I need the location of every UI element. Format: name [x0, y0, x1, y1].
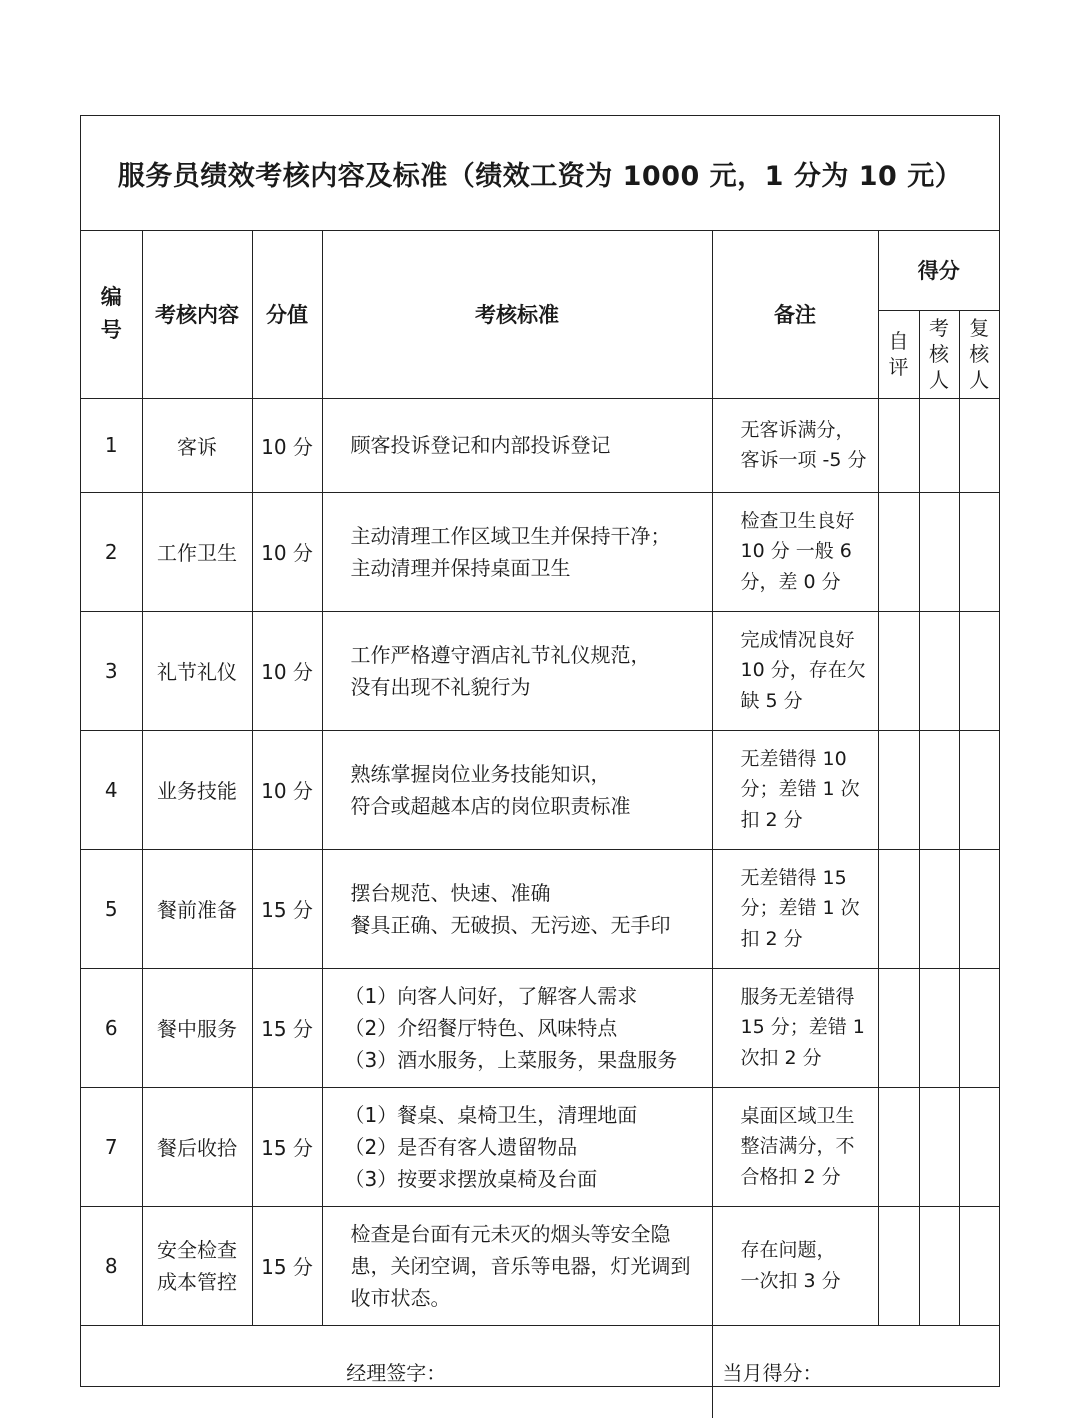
- note-line: 分，差 0 分: [740, 570, 841, 593]
- reviewer-score-cell[interactable]: [919, 849, 959, 968]
- header-id: 编号: [81, 230, 142, 398]
- note-line: 扣 2 分: [740, 927, 803, 950]
- footer-row: [81, 1325, 999, 1418]
- header-note: 备注: [712, 230, 878, 398]
- self-score-cell[interactable]: [878, 492, 919, 611]
- table-row: [81, 1206, 999, 1325]
- self-score-cell[interactable]: [878, 730, 919, 849]
- row-points: 10 分: [252, 492, 322, 611]
- row-note: [712, 730, 878, 849]
- note-line: 服务无差错得: [740, 985, 855, 1008]
- row-standard: [322, 968, 712, 1087]
- row-points: 15 分: [252, 1087, 322, 1206]
- self-score-cell[interactable]: [878, 968, 919, 1087]
- row-standard: [322, 730, 712, 849]
- row-id: 7: [81, 1087, 142, 1206]
- reviewer-score-cell[interactable]: [919, 492, 959, 611]
- row-points: 15 分: [252, 1206, 322, 1325]
- note-line: 存在问题，: [740, 1239, 836, 1262]
- rechecker-score-cell[interactable]: [959, 611, 999, 730]
- note-line: 检查卫生良好: [740, 509, 855, 532]
- standard-line: 没有出现不礼貌行为: [350, 674, 531, 699]
- note-line: 10 分 一般 6: [740, 540, 852, 563]
- standard-line: 工作严格遵守酒店礼节礼仪规范，: [350, 642, 651, 667]
- row-id: 1: [81, 398, 142, 492]
- row-content: 餐后收拾: [142, 1087, 252, 1206]
- row-content: 业务技能: [142, 730, 252, 849]
- standard-line: （3）按要求摆放桌椅及台面: [344, 1166, 598, 1191]
- note-line: 完成情况良好: [740, 628, 855, 651]
- row-note: [712, 492, 878, 611]
- evaluation-sheet: [80, 115, 1000, 1387]
- self-score-cell[interactable]: [878, 398, 919, 492]
- standard-line: 检查是台面有元未灭的烟头等安全隐患，关闭空调，音乐等电器，灯光调到收市状态。: [350, 1221, 691, 1310]
- note-line: 15 分；差错 1: [740, 1016, 865, 1039]
- standard-line: （2）是否有客人遗留物品: [344, 1134, 578, 1159]
- header-row: [81, 230, 999, 310]
- row-standard: [322, 492, 712, 611]
- note-line: 合格扣 2 分: [740, 1165, 841, 1188]
- row-id: 3: [81, 611, 142, 730]
- row-note: [712, 1206, 878, 1325]
- row-note: [712, 398, 878, 492]
- row-content: 礼节礼仪: [142, 611, 252, 730]
- self-score-cell[interactable]: [878, 1087, 919, 1206]
- header-score: 得分: [878, 230, 999, 310]
- manager-signature: 经理签字：: [81, 1325, 712, 1418]
- row-standard: [322, 1206, 712, 1325]
- note-line: 整洁满分，不: [740, 1135, 855, 1158]
- evaluation-table: [81, 230, 999, 1418]
- title-row: [81, 116, 999, 231]
- month-score: 当月得分：: [712, 1325, 999, 1418]
- note-line: 客诉一项 -5 分: [740, 449, 867, 471]
- note-line: 无差错得 10: [740, 747, 847, 770]
- header-standard: 考核标准: [322, 230, 712, 398]
- row-points: 10 分: [252, 730, 322, 849]
- standard-line: 主动清理工作区域卫生并保持干净；: [350, 523, 671, 548]
- self-score-cell[interactable]: [878, 611, 919, 730]
- row-content: 餐中服务: [142, 968, 252, 1087]
- header-reviewer: 考核人: [919, 310, 959, 398]
- standard-line: （2）介绍餐厅特色、风味特点: [344, 1015, 618, 1040]
- header-content: 考核内容: [142, 230, 252, 398]
- row-note: [712, 611, 878, 730]
- row-points: 10 分: [252, 398, 322, 492]
- row-standard: [322, 1087, 712, 1206]
- row-content: 客诉: [142, 398, 252, 492]
- table-row: [81, 968, 999, 1087]
- row-note: [712, 849, 878, 968]
- standard-line: （1）餐桌、桌椅卫生，清理地面: [344, 1102, 638, 1127]
- row-content: 工作卫生: [142, 492, 252, 611]
- header-points: 分值: [252, 230, 322, 398]
- self-score-cell[interactable]: [878, 1206, 919, 1325]
- reviewer-score-cell[interactable]: [919, 730, 959, 849]
- self-score-cell[interactable]: [878, 849, 919, 968]
- header-rechecker: 复核人: [959, 310, 999, 398]
- row-id: 6: [81, 968, 142, 1087]
- rechecker-score-cell[interactable]: [959, 730, 999, 849]
- standard-line: 摆台规范、快速、准确: [350, 880, 551, 905]
- reviewer-score-cell[interactable]: [919, 1206, 959, 1325]
- note-line: 无差错得 15: [740, 866, 847, 889]
- row-note: [712, 1087, 878, 1206]
- row-note: [712, 968, 878, 1087]
- row-id: 4: [81, 730, 142, 849]
- standard-line: 主动清理并保持桌面卫生: [350, 555, 571, 580]
- rechecker-score-cell[interactable]: [959, 398, 999, 492]
- rechecker-score-cell[interactable]: [959, 1087, 999, 1206]
- standard-line: （3）酒水服务，上菜服务，果盘服务: [344, 1047, 678, 1072]
- note-line: 缺 5 分: [740, 689, 803, 712]
- note-line: 分；差错 1 次: [740, 778, 860, 801]
- reviewer-score-cell[interactable]: [919, 1087, 959, 1206]
- standard-line: （1）向客人问好，了解客人需求: [344, 983, 638, 1008]
- note-line: 无客诉满分，: [740, 418, 855, 441]
- note-line: 次扣 2 分: [740, 1046, 822, 1069]
- row-standard: [322, 849, 712, 968]
- row-points: 10 分: [252, 611, 322, 730]
- note-line: 一次扣 3 分: [740, 1269, 841, 1292]
- reviewer-score-cell[interactable]: [919, 398, 959, 492]
- page-title: 服务员绩效考核内容及标准（绩效工资为 1000 元，1 分为 10 元）: [117, 160, 963, 192]
- note-line: 分；差错 1 次: [740, 897, 860, 920]
- table-row: [81, 730, 999, 849]
- standard-line: 餐具正确、无破损、无污迹、无手印: [350, 912, 671, 937]
- table-row: [81, 611, 999, 730]
- standard-line: 符合或超越本店的岗位职责标准: [350, 793, 631, 818]
- header-self: 自评: [878, 310, 919, 398]
- row-points: 15 分: [252, 849, 322, 968]
- row-id: 2: [81, 492, 142, 611]
- row-points: 15 分: [252, 968, 322, 1087]
- table-row: [81, 398, 999, 492]
- row-content: 安全检查成本管控: [142, 1206, 252, 1325]
- table-row: [81, 849, 999, 968]
- reviewer-score-cell[interactable]: [919, 968, 959, 1087]
- rechecker-score-cell[interactable]: [959, 968, 999, 1087]
- table-row: [81, 492, 999, 611]
- row-id: 8: [81, 1206, 142, 1325]
- note-line: 10 分，存在欠: [740, 659, 866, 682]
- table-row: [81, 1087, 999, 1206]
- standard-line: 熟练掌握岗位业务技能知识，: [350, 761, 611, 786]
- row-id: 5: [81, 849, 142, 968]
- row-standard: [322, 611, 712, 730]
- rechecker-score-cell[interactable]: [959, 849, 999, 968]
- note-line: 扣 2 分: [740, 808, 803, 831]
- row-standard: [322, 398, 712, 492]
- rechecker-score-cell[interactable]: [959, 1206, 999, 1325]
- standard-line: 顾客投诉登记和内部投诉登记: [350, 433, 611, 457]
- reviewer-score-cell[interactable]: [919, 611, 959, 730]
- row-content: 餐前准备: [142, 849, 252, 968]
- note-line: 桌面区域卫生: [740, 1104, 855, 1127]
- rechecker-score-cell[interactable]: [959, 492, 999, 611]
